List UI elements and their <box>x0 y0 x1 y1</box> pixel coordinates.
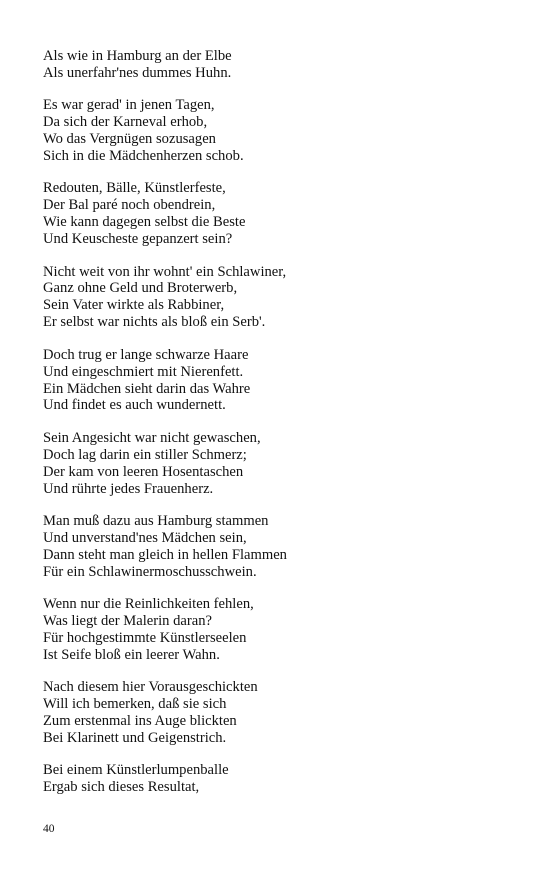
poem-line: Doch lag darin ein stiller Schmerz; <box>43 446 247 463</box>
poem-line: Ist Seife bloß ein leerer Wahn. <box>43 646 220 663</box>
poem-line: Der kam von leeren Hosentaschen <box>43 463 244 480</box>
poem-line: Will ich bemerken, daß sie sich <box>43 696 227 713</box>
page-number: 40 <box>43 823 55 835</box>
poem-line: Als unerfahr'nes dummes Huhn. <box>43 64 232 81</box>
poem-line: Es war gerad' in jenen Tagen, <box>43 97 215 114</box>
poem-line: Bei einem Künstlerlumpenballe <box>43 762 229 779</box>
poem-line: Doch trug er lange schwarze Haare <box>43 346 249 363</box>
poem-line: Wenn nur die Reinlichkeiten fehlen, <box>43 596 254 613</box>
poem-line: Nach diesem hier Vorausgeschickten <box>43 679 258 696</box>
poem-line: Sein Vater wirkte als Rabbiner, <box>43 297 225 314</box>
poem-line: Der Bal paré noch obendrein, <box>43 197 216 214</box>
poem-line: Man muß dazu aus Hamburg stammen <box>43 512 269 529</box>
poem-line: Er selbst war nichts als bloß ein Serb'. <box>43 314 266 331</box>
poem-line: Was liegt der Malerin daran? <box>43 612 213 629</box>
poem-line: Dann steht man gleich in hellen Flammen <box>43 546 287 563</box>
poem-line: Wie kann dagegen selbst die Beste <box>43 214 246 231</box>
poem-text <box>43 48 530 812</box>
poem-line: Für hochgestimmte Künstlerseelen <box>43 629 247 646</box>
poem-line: Und Keuscheste gepanzert sein? <box>43 231 233 248</box>
poem-line: Zum erstenmal ins Auge blickten <box>43 713 237 729</box>
poem-line: Wo das Vergnügen sozusagen <box>43 131 216 148</box>
poem-line: Und rührte jedes Frauenherz. <box>43 480 214 497</box>
stanza <box>43 264 530 332</box>
poem-line: Für ein Schlawinermoschusschwein. <box>43 563 257 580</box>
poem-line: Nicht weit von ihr wohnt' ein Schlawiner, <box>43 263 287 280</box>
stanza <box>43 430 530 498</box>
stanza <box>43 596 530 664</box>
stanza <box>43 513 530 581</box>
poem-line: Redouten, Bälle, Künstlerfeste, <box>43 180 226 197</box>
stanza <box>43 180 530 248</box>
poem-line: Und eingeschmiert mit Nierenfett. <box>43 363 244 380</box>
poem-line: Sich in die Mädchenherzen schob. <box>43 148 244 165</box>
poem-line: Ergab sich dieses Resultat, <box>43 779 200 796</box>
stanza <box>43 762 530 796</box>
poem-line: Und findet es auch wundernett. <box>43 397 226 414</box>
stanza <box>43 97 530 165</box>
poem-line: Sein Angesicht war nicht gewaschen, <box>43 429 261 446</box>
poem-line: Da sich der Karneval erhob, <box>43 114 208 131</box>
poem-line: Als wie in Hamburg an der Elbe <box>43 48 232 64</box>
poem-line: Ganz ohne Geld und Broterwerb, <box>43 280 238 297</box>
poem-line: Und unverstand'nes Mädchen sein, <box>43 529 247 546</box>
stanza <box>43 679 530 747</box>
poem-line: Ein Mädchen sieht darin das Wahre <box>43 380 251 397</box>
poem-line: Bei Klarinett und Geigenstrich. <box>43 729 227 746</box>
stanza <box>43 48 530 82</box>
stanza <box>43 347 530 415</box>
